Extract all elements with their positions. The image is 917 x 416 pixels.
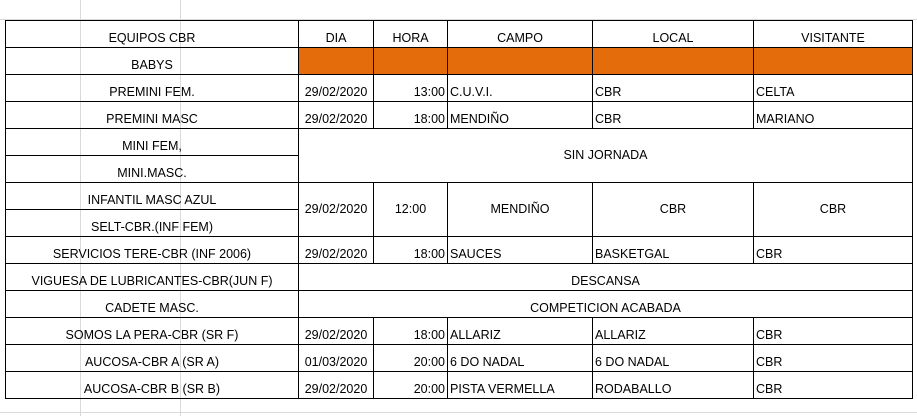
home-cell[interactable]: ALLARIZ xyxy=(593,318,754,345)
table-row xyxy=(6,291,913,318)
time-cell[interactable]: 13:00 xyxy=(374,75,448,102)
home-cell[interactable]: RODABALLO xyxy=(593,372,754,399)
field-cell[interactable]: C.U.V.I. xyxy=(448,75,593,102)
time-cell[interactable]: 18:00 xyxy=(374,318,448,345)
day-cell[interactable]: 01/03/2020 xyxy=(299,345,374,372)
schedule-table xyxy=(5,20,913,399)
highlight-cell[interactable] xyxy=(593,48,754,75)
note-cell[interactable]: DESCANSA xyxy=(299,264,913,291)
header-away[interactable]: VISITANTE xyxy=(754,21,913,48)
header-time[interactable]: HORA xyxy=(374,21,448,48)
day-cell[interactable]: 29/02/2020 xyxy=(299,75,374,102)
table-row xyxy=(6,372,913,399)
team-cell[interactable]: SELT-CBR.(INF FEM) xyxy=(6,210,299,237)
day-cell[interactable]: 29/02/2020 xyxy=(299,318,374,345)
home-cell[interactable]: BASKETGAL xyxy=(593,237,754,264)
away-cell[interactable]: CBR xyxy=(754,318,913,345)
table-row xyxy=(6,129,913,156)
highlight-cell[interactable] xyxy=(754,48,913,75)
day-cell[interactable]: 29/02/2020 xyxy=(299,183,374,237)
highlight-cell[interactable] xyxy=(374,48,448,75)
field-cell[interactable]: ALLARIZ xyxy=(448,318,593,345)
team-cell[interactable]: BABYS xyxy=(6,48,299,75)
field-cell[interactable]: MENDIÑO xyxy=(448,183,593,237)
team-cell[interactable]: CADETE MASC. xyxy=(6,291,299,318)
day-cell[interactable]: 29/02/2020 xyxy=(299,372,374,399)
field-cell[interactable]: MENDIÑO xyxy=(448,102,593,129)
note-cell[interactable]: SIN JORNADA xyxy=(299,129,913,183)
away-cell[interactable]: MARIANO xyxy=(754,102,913,129)
time-cell[interactable]: 18:00 xyxy=(374,237,448,264)
table-row xyxy=(6,48,913,75)
away-cell[interactable]: CBR xyxy=(754,372,913,399)
day-cell[interactable]: 29/02/2020 xyxy=(299,237,374,264)
header-row xyxy=(6,21,913,48)
time-cell[interactable]: 20:00 xyxy=(374,345,448,372)
team-cell[interactable]: AUCOSA-CBR B (SR B) xyxy=(6,372,299,399)
table-row xyxy=(6,237,913,264)
away-cell[interactable]: CBR xyxy=(754,237,913,264)
table-row xyxy=(6,183,913,210)
table-row xyxy=(6,318,913,345)
team-cell[interactable]: VIGUESA DE LUBRICANTES-CBR(JUN F) xyxy=(6,264,299,291)
time-cell[interactable]: 12:00 xyxy=(374,183,448,237)
highlight-cell[interactable] xyxy=(448,48,593,75)
home-cell[interactable]: 6 DO NADAL xyxy=(593,345,754,372)
header-day[interactable]: DIA xyxy=(299,21,374,48)
field-cell[interactable]: SAUCES xyxy=(448,237,593,264)
home-cell[interactable]: CBR xyxy=(593,183,754,237)
team-cell[interactable]: PREMINI FEM. xyxy=(6,75,299,102)
team-cell[interactable]: SOMOS LA PERA-CBR (SR F) xyxy=(6,318,299,345)
time-cell[interactable]: 20:00 xyxy=(374,372,448,399)
header-field[interactable]: CAMPO xyxy=(448,21,593,48)
header-home[interactable]: LOCAL xyxy=(593,21,754,48)
table-row xyxy=(6,102,913,129)
away-cell[interactable]: CBR xyxy=(754,183,913,237)
gridline xyxy=(0,412,917,413)
table-row xyxy=(6,264,913,291)
day-cell[interactable]: 29/02/2020 xyxy=(299,102,374,129)
team-cell[interactable]: PREMINI MASC xyxy=(6,102,299,129)
field-cell[interactable]: 6 DO NADAL xyxy=(448,345,593,372)
home-cell[interactable]: CBR xyxy=(593,102,754,129)
team-cell[interactable]: AUCOSA-CBR A (SR A) xyxy=(6,345,299,372)
table-row xyxy=(6,345,913,372)
team-cell[interactable]: MINI FEM, xyxy=(6,129,299,156)
team-cell[interactable]: INFANTIL MASC AZUL xyxy=(6,183,299,210)
highlight-cell[interactable] xyxy=(299,48,374,75)
away-cell[interactable]: CBR xyxy=(754,345,913,372)
table-row xyxy=(6,75,913,102)
field-cell[interactable]: PISTA VERMELLA xyxy=(448,372,593,399)
home-cell[interactable]: CBR xyxy=(593,75,754,102)
header-teams[interactable]: EQUIPOS CBR xyxy=(6,21,299,48)
team-cell[interactable]: SERVICIOS TERE-CBR (INF 2006) xyxy=(6,237,299,264)
team-cell[interactable]: MINI.MASC. xyxy=(6,156,299,183)
time-cell[interactable]: 18:00 xyxy=(374,102,448,129)
away-cell[interactable]: CELTA xyxy=(754,75,913,102)
note-cell[interactable]: COMPETICION ACABADA xyxy=(299,291,913,318)
